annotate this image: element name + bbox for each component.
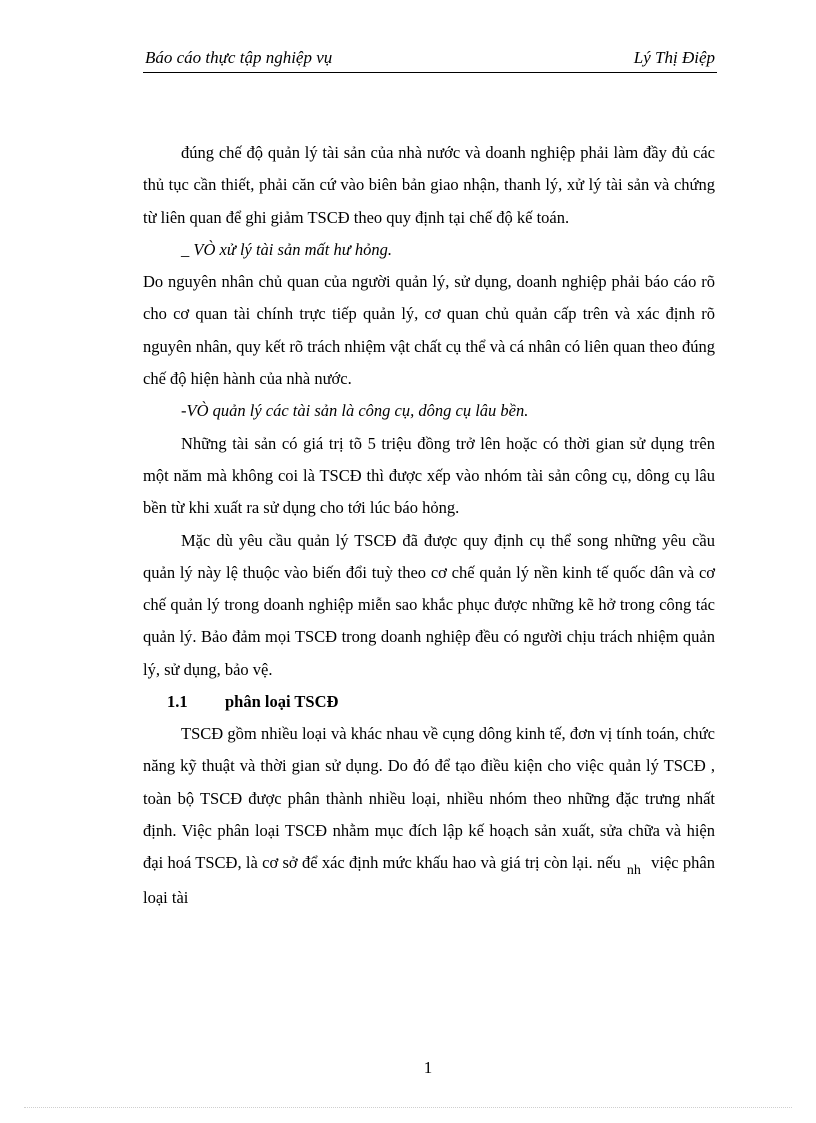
header-author-name: Lý Thị Điệp: [633, 48, 715, 67]
page-number: 1: [423, 1058, 433, 1077]
section-heading: [143, 686, 715, 718]
paragraph: Những tài sản có giá trị tõ 5 triệu đồng trở lên hoặc có thời gian sử dụng trên một năm mà không coi là TSCĐ thì được xếp vào nhóm tài sản công cụ, dông cụ lâu bền từ khi xuất ra sử dụng cho tới lúc báo hỏng.: [143, 433, 715, 518]
paragraph: đúng chế độ quản lý tài sản của nhà nước và doanh nghiệp phải làm đầy đủ các thủ tục cần thiết, phải căn cứ vào biên bản giao nhận, thanh lý, xử lý tài sản và chứng từ liên quan để ghi giảm TSCĐ theo quy định tại chế độ kế toán.: [143, 143, 715, 227]
italic-subheading: -VÒ quản lý các tài sản là công cụ, dông cụ lâu bền.: [181, 401, 529, 421]
document-body: [143, 137, 715, 914]
header-report-title: Báo cáo thực tập nghiệp vụ: [145, 48, 333, 67]
paragraph: [143, 718, 715, 914]
paragraph-text-end: việc phân loại tài: [143, 853, 715, 907]
section-title: phân loại TSCĐ: [225, 692, 339, 712]
page-bottom-divider: [24, 1107, 792, 1108]
section-number: 1.1: [167, 692, 188, 712]
paragraph-text: TSCĐ gồm nhiều loại và khác nhau về cụng dông kinh tế, đơn vị tính toán, chức năng kỹ thuật và thời gian sử dụng. Do đó để tạo điều kiện cho việc quản lý TSCĐ , toàn bộ TSCĐ được phân thành nhiều loại, nhiều nhóm theo những đặc trưng nhất định. Việc phân loại TSCĐ nhằm mục đích lập kế hoạch sản xuất, sửa chữa và hiện đại hoá TSCĐ, là cơ sở để xác định mức khấu hao và giá trị còn lại. nếu: [143, 724, 715, 873]
page-header: [143, 48, 717, 73]
paragraph: Mặc dù yêu cầu quản lý TSCĐ đã được quy định cụ thể song những yêu cầu quản lý này lệ thuộc vào biến đổi tuỳ theo cơ chế quản lý nền kinh tế quốc dân và cơ chế quản lý trong doanh nghiệp miễn sao khắc phục được những kẽ hở trong công tác quản lý. Bảo đảm mọi TSCĐ trong doanh nghiệp đều có người chịu trách nhiệm quản lý, sử dụng, bảo vệ.: [143, 530, 715, 679]
paragraph: Do nguyên nhân chủ quan của người quản lý, sử dụng, doanh nghiệp phải báo cáo rõ cho cơ quan tài chính trực tiếp quản lý, cơ quan chủ quản cấp trên và xác định rõ nguyên nhân, quy kết rõ trách nhiệm vật chất cụ thể và cá nhân có liên quan theo đúng chế độ hiện hành của nhà nước.: [143, 272, 715, 389]
subscript-fragment: nh: [626, 863, 641, 879]
italic-subheading: _ VÒ xử lý tài sản mất hư hỏng.: [181, 239, 392, 259]
